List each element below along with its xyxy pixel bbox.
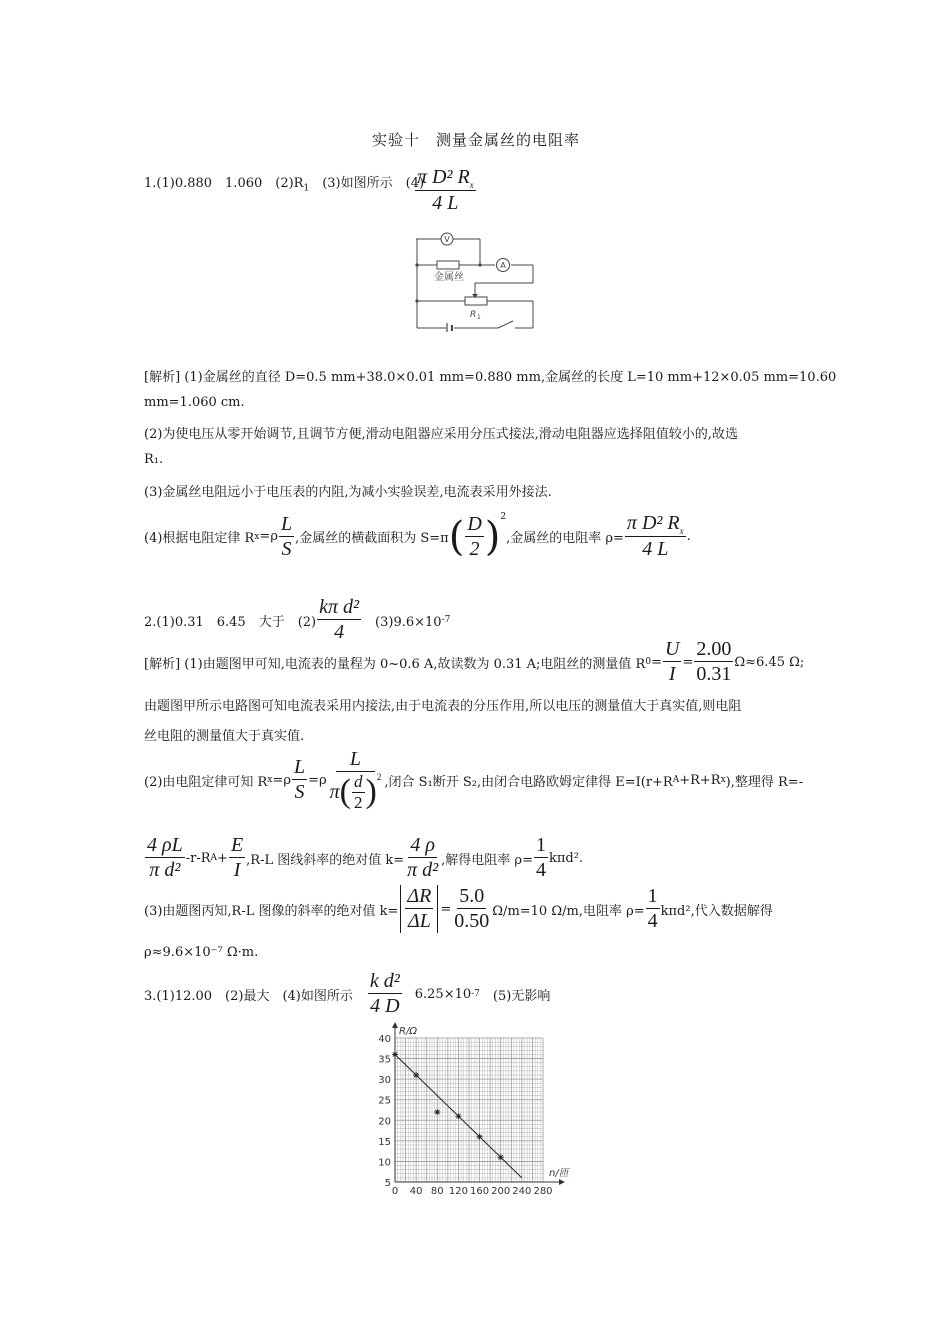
x-axis-label: n/匝 <box>549 1168 569 1179</box>
data-point <box>392 1051 398 1057</box>
y-tick-label: 10 <box>378 1157 391 1169</box>
q3-answer: 3.(1)12.00 (2)最大 (4)如图所示 $\frac{\text{k d²}}{4 D}$ 6.25×10 -7 (5)无影响 <box>144 970 551 1017</box>
q2-line6: (3)由题图丙知,R-L 图像的斜率的绝对值 k= $\frac{\Delta R}{\Delta L}$ = $\frac{5.0}{0.50}$ Ω/m=10 Ω/m,电阻率 ρ= $\frac{1}{4}$ kπd²,代入数据解得 <box>144 885 773 932</box>
y-tick-label: 30 <box>378 1075 391 1087</box>
q2-line4: (2)由电阻定律可知 R x =ρ $\frac{L}{S}$ =ρ L π ( $\frac{d}{2}$ ) $^2$ ,闭合 S₁断开 S₂,由闭合电路欧姆定律得 E=I(r+R A +R+R x ),整理得 R=- <box>144 748 804 812</box>
y-tick-label: 20 <box>378 1116 391 1128</box>
q2-line1: [解析] (1)由题图甲可知,电流表的量程为 0~0.6 A,故读数为 0.31 A;电阻丝的测量值 R 0 = $\frac{U}{I}$ = $\frac{2.00}{0.31}$ Ω≈6.45 Ω; <box>144 638 805 685</box>
q2-answer: 2.(1)0.31 6.45 大于 (2) $\frac{\text{kπ d²}}{4}$ (3)9.6×10 -7 <box>144 596 451 643</box>
x-axis-arrow <box>559 1179 565 1185</box>
y-axis-label: R/Ω <box>399 1026 417 1037</box>
wire-label: 金属丝 <box>434 272 464 283</box>
q2-line3: 丝电阻的测量值大于真实值. <box>144 729 305 744</box>
y-tick-label: 35 <box>378 1054 391 1066</box>
voltmeter-label: V <box>444 235 450 244</box>
y-tick-label: 40 <box>378 1034 391 1045</box>
svg-text:1: 1 <box>477 314 481 321</box>
q1-line2: mm=1.060 cm. <box>144 395 245 410</box>
q1-formula: $\frac{\pi D^2 R_x}{4 L}$ <box>417 166 474 215</box>
x-tick-label: 280 <box>533 1186 553 1197</box>
ammeter-label: A <box>500 261 506 270</box>
q1-line6: (4)根据电阻定律 R x =ρ $\frac{L}{S}$ ,金属丝的横截面积为 S=π ( $\frac{D}{2}$ ) $^2$ ,金属丝的电阻率 ρ= $\frac{\pi D^2 R_x}{4 L}$ . <box>144 512 691 561</box>
x-tick-label: 160 <box>470 1186 490 1197</box>
y-tick-label: 25 <box>378 1095 391 1107</box>
resistor-label: R <box>470 310 477 320</box>
circuit-diagram <box>410 228 540 332</box>
q2-line5: $\frac{4 \rho L}{\text{π d²}}$ -r-R A + $\frac{E}{I}$ ,R-L 图线斜率的绝对值 k= $\frac{4 \rho}{\text{π d²}}$ ,解得电阻率 ρ= $\frac{1}{4}$ kπd². <box>147 834 584 881</box>
y-axis-arrow <box>392 1022 398 1028</box>
y-tick-label: 15 <box>378 1136 391 1148</box>
x-tick-label: 200 <box>491 1186 511 1197</box>
x-tick-label: 0 <box>391 1186 399 1197</box>
r-n-chart <box>360 1016 580 1201</box>
x-tick-label: 120 <box>448 1186 468 1197</box>
q1-line3: (2)为使电压从零开始调节,且调节方便,滑动电阻器应采用分压式接法,滑动电阻器应选择阻值较小的,故选 <box>144 427 738 442</box>
page-title: 实验十 测量金属丝的电阻率 <box>372 131 581 149</box>
x-tick-label: 240 <box>512 1186 532 1197</box>
x-tick-label: 40 <box>409 1186 423 1197</box>
y-tick-label: 5 <box>384 1178 391 1189</box>
q2-line7: ρ≈9.6×10⁻⁷ Ω·m. <box>144 945 259 960</box>
x-tick-label: 80 <box>430 1186 444 1197</box>
data-point <box>413 1072 419 1078</box>
q1-line1: [解析] (1)金属丝的直径 D=0.5 mm+38.0×0.01 mm=0.880 mm,金属丝的长度 L=10 mm+12×0.05 mm=10.60 <box>144 370 837 385</box>
q1-line5: (3)金属丝电阻远小于电压表的内阻,为减小实验误差,电流表采用外接法. <box>144 485 552 500</box>
data-point <box>434 1109 440 1115</box>
q2-line2: 由题图甲所示电路图可知电流表采用内接法,由于电流表的分压作用,所以电压的测量值大于真实值,则电阻 <box>144 699 742 714</box>
q1-line4: R₁. <box>144 452 164 467</box>
q1-answer: 1.(1)0.880 1.060 $(2)R_1$ (3)如图所示 (4) <box>144 176 425 194</box>
